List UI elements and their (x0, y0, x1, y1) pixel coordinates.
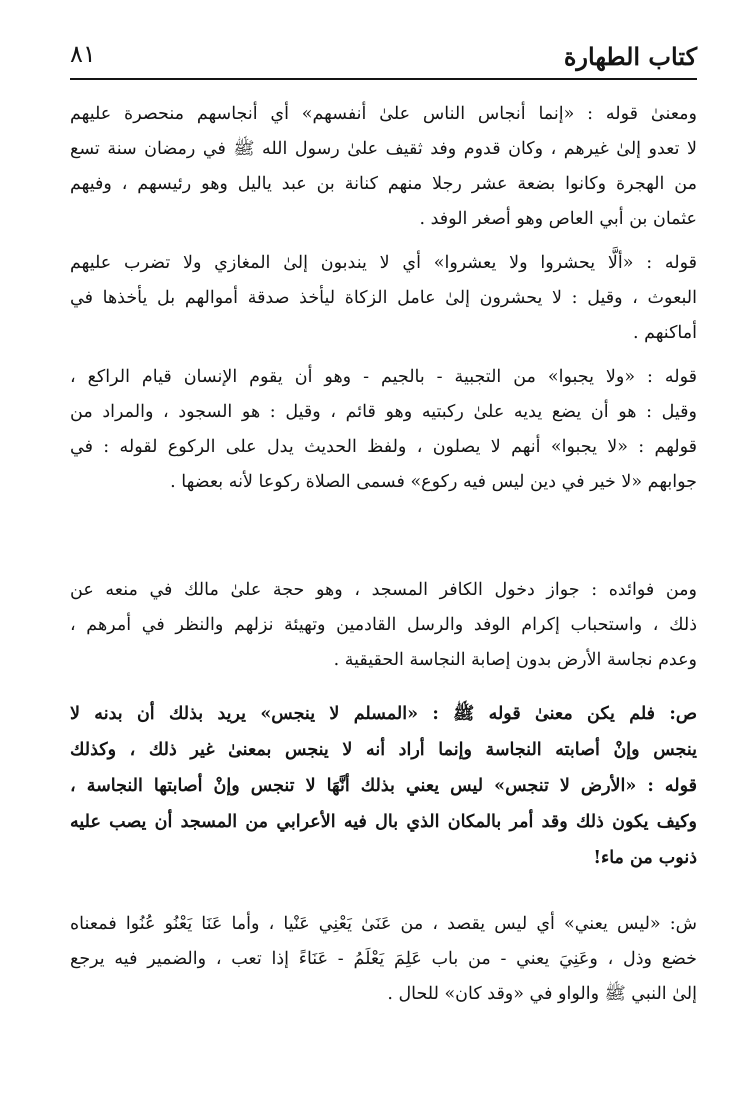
text-line: من الهجرة وكانوا بضعة عشر رجلا منهم كنانة بن عبد ياليل وهو رئيسهم ، وفيهم (70, 174, 697, 194)
text-line: ش: «ليس يعني» أي ليس يقصد ، من عَنَىٰ يَعْنِي عَنْيا ، وأما عَنَا يَعْنُو عُنُوا فمعناه (70, 914, 697, 934)
page-header (70, 38, 697, 80)
text-line: خضع وذل ، وعَنِيَ يعني - من باب عَلِمَ يَعْلَمُ - عَنَاءً إذا تعب ، والضمير فيه يرجع (70, 949, 697, 969)
page-number: ٨١ (70, 40, 96, 68)
text-line: ذلك ، واستحباب إكرام الوفد والرسل القادمين وتهيئة نزلهم والنظر في أمرهم ، (70, 615, 697, 635)
text-line: ومعنىٰ قوله : «إنما أنجاس الناس علىٰ أنفسهم» أي أنجاسهم منحصرة عليهم (70, 104, 697, 124)
text-line: قولهم : «لا يجبوا» أنهم لا يصلون ، ولفظ الحديث يدل على الركوع لقوله : في (70, 437, 697, 457)
matn-line: قوله : «الأرض لا تنجس» ليس يعني بذلك أنَّهَا لا تنجس وإنْ أصابتها النجاسة ، (70, 776, 697, 796)
text-line: وقيل : هو أن يضع يديه علىٰ ركبتيه وهو قائم ، وقيل : هو السجود ، والمراد من (70, 402, 697, 422)
matn-line: ص: فلم يكن معنىٰ قوله ﷺ : «المسلم لا ينجس» يريد بذلك أن بدنه لا (70, 704, 697, 724)
text-line: جوابهم «لا خير في دين ليس فيه ركوع» فسمى الصلاة ركوعا لأنه بعضها . (170, 472, 697, 492)
text-line: عثمان بن أبي العاص وهو أصغر الوفد . (419, 209, 697, 229)
chapter-title: كتاب الطهارة (563, 42, 697, 71)
text-line: إلىٰ النبي ﷺ والواو في «وقد كان» للحال . (387, 984, 697, 1004)
matn-line: ينجس وإنْ أصابته النجاسة وإنما أراد أنه لا ينجس بمعنىٰ غير ذلك ، وكذلك (70, 740, 697, 760)
text-line: ومن فوائده : جواز دخول الكافر المسجد ، وهو حجة علىٰ مالك في منعه عن (70, 580, 697, 600)
text-line: أماكنهم . (632, 323, 697, 343)
text-line: البعوث ، وقيل : لا يحشرون إلىٰ عامل الزكاة ليأخذ صدقة أموالهم بل يأخذها في (70, 288, 697, 308)
text-line: وعدم نجاسة الأرض بدون إصابة النجاسة الحقيقية . (333, 650, 697, 670)
matn-line: ذنوب من ماء! (593, 848, 697, 868)
text-line: لا تعدو إلىٰ غيرهم ، وكان قدوم وفد ثقيف علىٰ رسول الله ﷺ في رمضان سنة تسع (70, 139, 697, 159)
header-divider (70, 78, 697, 80)
text-line: قوله : «ولا يجبوا» من التجبية - بالجيم - وهو أن يقوم الإنسان قيام الراكع ، (70, 367, 697, 387)
text-line: قوله : «ألَّا يحشروا ولا يعشروا» أي لا يندبون إلىٰ المغازي ولا تضرب عليهم (70, 253, 697, 273)
matn-line: وكيف يكون ذلك وقد أمر بالمكان الذي بال فيه الأعرابي من المسجد أن يصب عليه (70, 812, 697, 832)
